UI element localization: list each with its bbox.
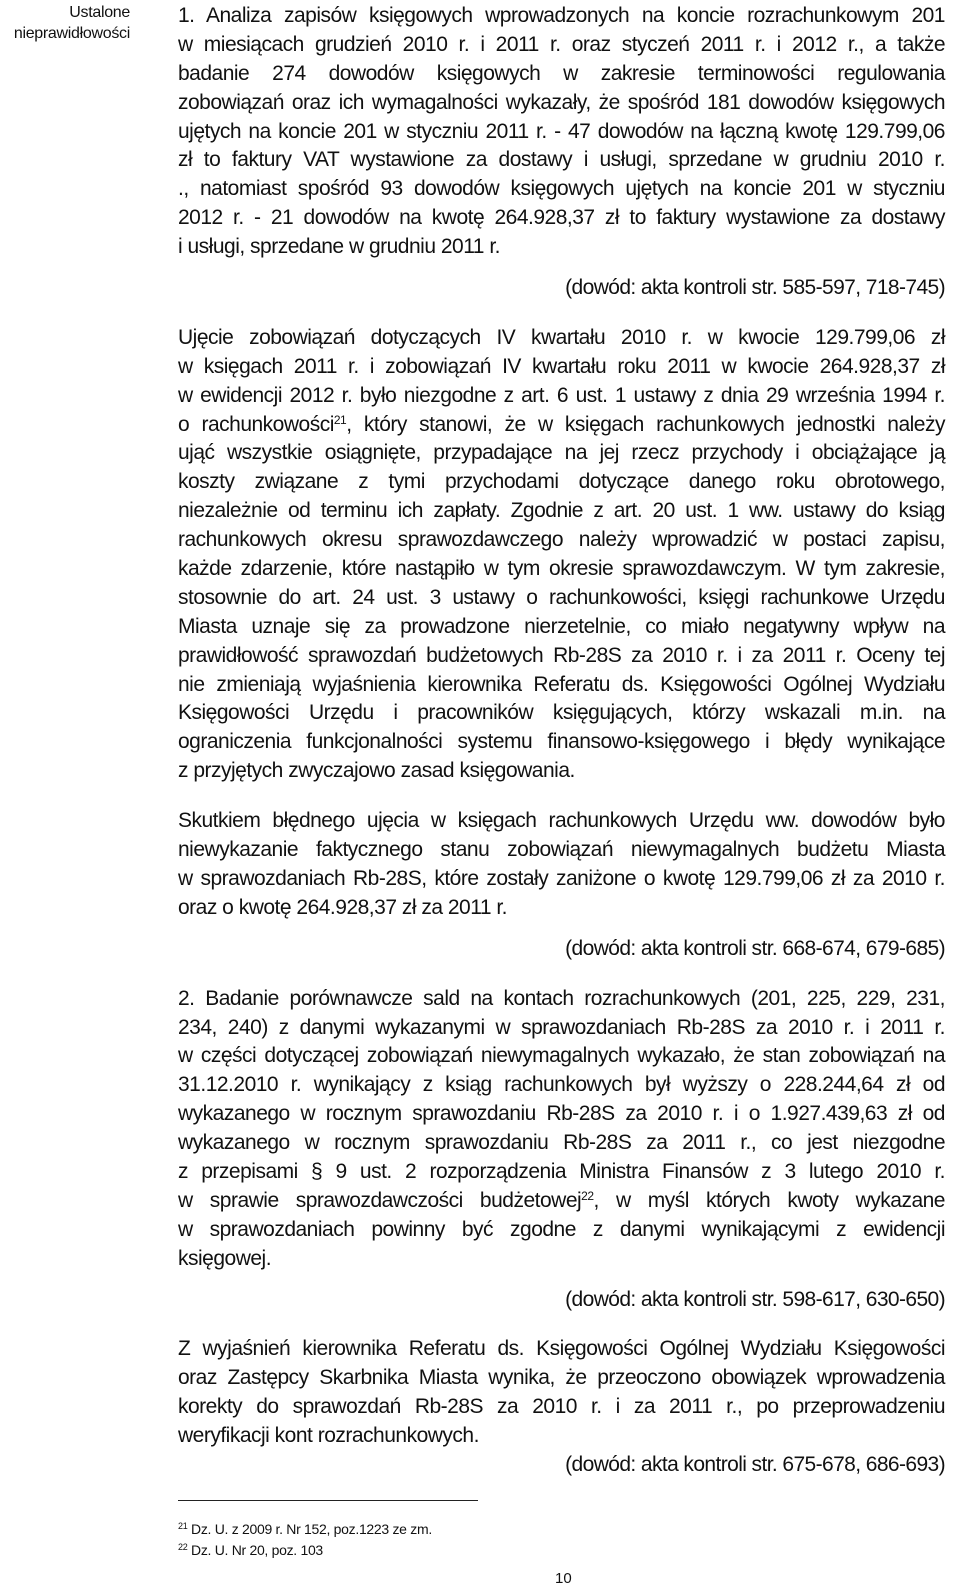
- text-line: zł to faktury VAT wystawione za dostawy i usługi, sprzedane w grudniu 2010 r.: [178, 148, 945, 172]
- text-line: w części dotyczącej zobowiązań niewymagalnych wykazało, że stan zobowiązań na: [178, 1044, 945, 1068]
- text-line: 1. Analiza zapisów księgowych wprowadzonych na koncie rozrachunkowym 201: [178, 4, 945, 27]
- paragraph: [178, 2, 945, 262]
- text-line: w sprawozdaniach powinny być zgodne z danymi wynikającymi z ewidencji: [178, 1217, 945, 1241]
- text-line: z przepisami § 9 ust. 2 rozporządzenia Ministra Finansów z 3 lutego 2010 r.: [178, 1159, 945, 1183]
- text-line: w sprawie sprawozdawczości budżetowej$^{22}$, w myśl których kwoty wykazane: [178, 1188, 945, 1212]
- text-line: Ujęcie zobowiązań dotyczących IV kwartału 2010 r. w kwocie 129.799,06 zł: [178, 325, 945, 349]
- text-line: w sprawozdaniach Rb-28S, które zostały zaniżone o kwotę 129.799,06 zł za 2010 r.: [178, 866, 945, 890]
- text-line: 234, 240) z danymi wykazanymi w sprawozdaniach Rb-28S za 2010 r. i 2011 r.: [178, 1015, 945, 1039]
- text-line: stosownie do art. 24 ust. 3 ustawy o rachunkowości, księgi rachunkowe Urzędu: [178, 585, 945, 609]
- text-line: Księgowości Urzędu i pracowników księgujących, którzy wskazali m.in. na: [178, 701, 945, 725]
- text-line: weryfikacji kont rozrachunkowych.: [178, 1424, 479, 1448]
- text-line: ., natomiast spośród 93 dowodów księgowych ujętych na koncie 201 w styczniu: [178, 177, 945, 201]
- page-number: 10: [555, 1570, 572, 1587]
- footnote-number: 21: [178, 1521, 188, 1531]
- text-line: w ewidencji 2012 r. było niezgodne z art. 6 ust. 1 ustawy z dnia 29 września 1994 r.: [178, 383, 945, 407]
- text-line: księgowej.: [178, 1246, 272, 1270]
- text-line: każde zdarzenie, które nastąpiło w tym okresie sprawozdawczym. W tym zakresie,: [178, 557, 945, 581]
- text-line: nie zmieniają wyjaśnienia kierownika Referatu ds. Księgowości Ogólnej Wydziału: [178, 672, 945, 696]
- paragraph: [178, 1335, 945, 1451]
- text-line: oraz Zastępcy Skarbnika Miasta wynika, że przeoczono obowiązek wprowadzenia: [178, 1366, 945, 1390]
- section-label-line: nieprawidłowości: [13, 25, 130, 42]
- footnote-22: [178, 1542, 323, 1558]
- evidence-reference: (dowód: akta kontroli str. 675-678, 686-693): [565, 1452, 945, 1476]
- footnote-ref: 21: [333, 412, 347, 427]
- text-line: Z wyjaśnień kierownika Referatu ds. Księgowości Ogólnej Wydziału Księgowości: [178, 1337, 945, 1361]
- text-line: 31.12.2010 r. wynikający z ksiąg rachunkowych był wyższy o 228.244,64 zł od: [178, 1073, 945, 1097]
- text-line: i usługi, sprzedane w grudniu 2011 r.: [178, 235, 500, 259]
- footnote-text: Dz. U. z 2009 r. Nr 152, poz.1223 ze zm.: [187, 1521, 432, 1537]
- text-line: 2. Badanie porównawcze sald na kontach rozrachunkowych (201, 225, 229, 231,: [178, 986, 945, 1010]
- footnote-separator: [178, 1500, 478, 1501]
- text-line: ograniczenia funkcjonalności systemu finansowo-księgowego i błędy wynikające: [178, 730, 945, 754]
- text-line: wykazanego w rocznym sprawozdaniu Rb-28S za 2011 r., co jest niezgodne: [178, 1131, 945, 1155]
- text-line: w księgach 2011 r. i zobowiązań IV kwartału roku 2011 w kwocie 264.928,37 zł: [178, 354, 945, 378]
- footnote-21: [178, 1521, 432, 1537]
- text-line: w miesiącach grudzień 2010 r. i 2011 r. oraz styczeń 2011 r. i 2012 r., a także: [178, 32, 945, 56]
- evidence-reference: (dowód: akta kontroli str. 598-617, 630-650): [565, 1287, 945, 1311]
- footnote-text: Dz. U. Nr 20, poz. 103: [187, 1542, 323, 1558]
- text-line: Miasta uznaje się za prowadzone nierzetelnie, co miało negatywny wpływ na: [178, 614, 945, 638]
- text-line: 2012 r. - 21 dowodów na kwotę 264.928,37 zł to faktury wystawione za dostawy: [178, 206, 945, 230]
- text-line: prawidłowość sprawozdań budżetowych Rb-28S za 2010 r. i za 2011 r. Oceny tej: [178, 643, 945, 667]
- text-line: ujętych na koncie 201 w styczniu 2011 r. - 47 dowodów na łączną kwotę 129.799,06: [178, 119, 945, 143]
- text-line: wykazanego w rocznym sprawozdaniu Rb-28S za 2010 r. i o 1.927.439,63 zł od: [178, 1102, 945, 1126]
- text-line: niezależnie od terminu ich zapłaty. Zgodnie z art. 20 ust. 1 ww. ustawy do ksiąg: [178, 499, 945, 523]
- footnote-number: 22: [178, 1542, 188, 1552]
- evidence-reference: (dowód: akta kontroli str. 668-674, 679-685): [565, 936, 945, 960]
- evidence-reference: (dowód: akta kontroli str. 585-597, 718-745): [565, 276, 945, 300]
- text-line: rachunkowych okresu sprawozdawczego należy wprowadzić w postaci zapisu,: [178, 528, 945, 552]
- text-line: Skutkiem błędnego ujęcia w księgach rachunkowych Urzędu ww. dowodów było: [178, 809, 945, 833]
- section-label: [0, 2, 130, 44]
- document-body: [178, 2, 945, 1501]
- text-line: o rachunkowości$^{21}$, który stanowi, że w księgach rachunkowych jednostki należy: [178, 412, 945, 436]
- text-line: zobowiązań oraz ich wymagalności wykazały, że spośród 181 dowodów księgowych: [178, 90, 945, 114]
- text-line: niewykazanie faktycznego stanu zobowiązań niewymagalnych budżetu Miasta: [178, 838, 945, 862]
- text-line: oraz o kwotę 264.928,37 zł za 2011 r.: [178, 895, 508, 919]
- paragraph: [178, 807, 945, 923]
- text-line: koszty związane z tymi przychodami dotyczące danego roku obrotowego,: [178, 470, 945, 494]
- paragraph: [178, 324, 945, 786]
- section-label-line: Ustalone: [69, 4, 130, 21]
- paragraph: [178, 985, 945, 1274]
- footnote-ref: 22: [581, 1188, 594, 1203]
- text-line: korekty do sprawozdań Rb-28S za 2010 r. i za 2011 r., po przeprowadzeniu: [178, 1395, 945, 1419]
- text-line: ująć wszystkie osiągnięte, przypadające na jej rzecz przychody i obciążające ją: [178, 441, 945, 465]
- text-line: badanie 274 dowodów księgowych w zakresie terminowości regulowania: [178, 61, 945, 85]
- text-line: z przyjętych zwyczajowo zasad księgowania.: [178, 759, 575, 783]
